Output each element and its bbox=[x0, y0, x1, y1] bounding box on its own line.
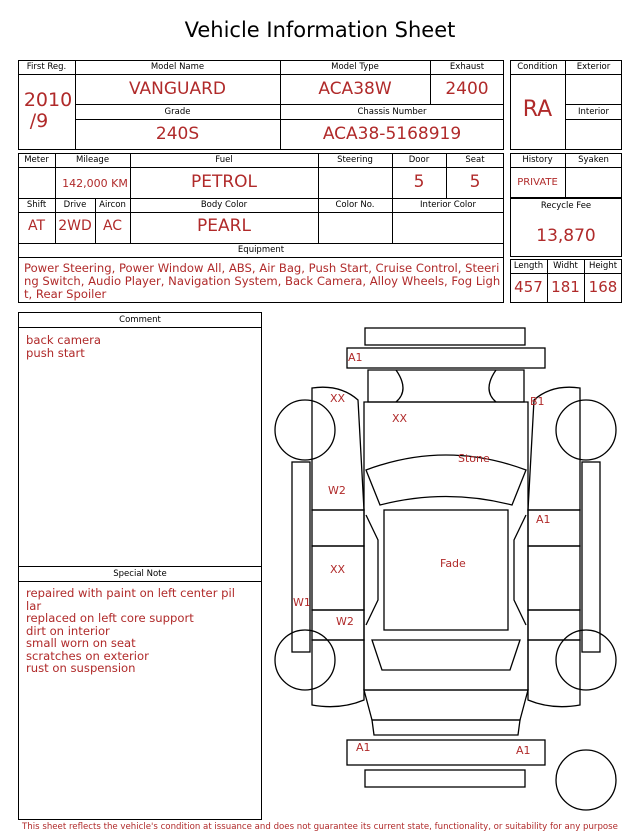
damage-mark: A1 bbox=[516, 744, 531, 757]
body-color-label: Body Color bbox=[200, 200, 248, 210]
body-color-value: PEARL bbox=[197, 216, 251, 236]
exterior-label: Exterior bbox=[576, 62, 611, 72]
special-note-item: lar bbox=[26, 598, 42, 613]
seat-label: Seat bbox=[465, 155, 485, 165]
damage-mark: B1 bbox=[530, 395, 545, 408]
disclaimer-footer: This sheet reflects the vehicle's condition at issuance and does not guarantee its current state, functionality, or suitability for any purpose bbox=[22, 822, 618, 832]
exhaust-value: 2400 bbox=[445, 79, 489, 99]
color-no-label: Color No. bbox=[335, 200, 375, 210]
damage-mark: W1 bbox=[293, 596, 311, 609]
width-label: Widht bbox=[553, 261, 578, 271]
meter-label: Meter bbox=[24, 155, 49, 165]
condition-value: RA bbox=[522, 97, 553, 122]
history-value: PRIVATE bbox=[517, 177, 558, 188]
sheet-title: Vehicle Information Sheet bbox=[184, 18, 456, 42]
shift-label: Shift bbox=[26, 200, 47, 210]
drive-value: 2WD bbox=[58, 218, 92, 234]
length-value: 457 bbox=[514, 278, 543, 296]
special-note-item: rust on suspension bbox=[26, 661, 136, 675]
model-name-label: Model Name bbox=[150, 62, 205, 72]
special-note-item: scratches on exterior bbox=[26, 648, 149, 663]
first-reg-year: 2010 bbox=[23, 89, 73, 111]
car-damage-diagram bbox=[270, 320, 626, 820]
comment-item: push start bbox=[26, 345, 85, 360]
model-type-value: ACA38W bbox=[318, 79, 392, 99]
door-value: 5 bbox=[413, 172, 425, 192]
special-note-item: repaired with paint on left center pil bbox=[26, 586, 235, 600]
equipment-value: Power Steering, Power Window All, ABS, Air Bag, Push Start, Cruise Control, Steering Switch, Audio Player, Navigation System, Back Camera, Alloy Wheels, Fog Light, Rear Spoiler bbox=[24, 261, 501, 301]
special-note-label: Special Note bbox=[113, 569, 167, 579]
damage-mark: W2 bbox=[328, 484, 346, 497]
first-reg-month: /9 bbox=[29, 110, 49, 132]
special-note-item: dirt on interior bbox=[26, 623, 110, 638]
interior-label: Interior bbox=[577, 107, 609, 117]
first-reg-label: First Reg. bbox=[26, 62, 67, 72]
condition-label: Condition bbox=[517, 62, 558, 72]
damage-mark: A1 bbox=[348, 351, 363, 364]
damage-mark: A1 bbox=[356, 741, 371, 754]
height-label: Height bbox=[588, 261, 618, 271]
model-type-label: Model Type bbox=[331, 62, 379, 72]
comment-list bbox=[26, 334, 101, 359]
damage-mark: Stone bbox=[458, 452, 490, 465]
damage-mark: XX bbox=[392, 412, 408, 425]
damage-mark: A1 bbox=[536, 513, 551, 526]
chassis-number-value: ACA38-5168919 bbox=[322, 124, 462, 144]
fuel-label: Fuel bbox=[215, 155, 233, 165]
width-value: 181 bbox=[551, 278, 580, 296]
recycle-fee-value: 13,870 bbox=[536, 226, 596, 246]
height-value: 168 bbox=[588, 278, 618, 296]
special-note-list bbox=[26, 587, 235, 675]
syaken-label: Syaken bbox=[578, 155, 609, 165]
damage-mark: XX bbox=[330, 563, 346, 576]
length-label: Length bbox=[513, 261, 544, 271]
comment-item: back camera bbox=[26, 333, 102, 347]
equipment-label: Equipment bbox=[237, 245, 285, 255]
damage-mark: Fade bbox=[440, 557, 466, 570]
model-name-value: VANGUARD bbox=[128, 79, 227, 99]
mileage-value: 142,000 KM bbox=[62, 177, 128, 190]
shift-value: AT bbox=[27, 218, 46, 234]
chassis-number-label: Chassis Number bbox=[357, 107, 427, 117]
door-label: Door bbox=[408, 155, 430, 165]
special-note-item: small worn on seat bbox=[26, 636, 136, 650]
comment-label: Comment bbox=[119, 315, 161, 325]
aircon-value: AC bbox=[102, 218, 123, 234]
steering-label: Steering bbox=[337, 155, 373, 165]
grade-label: Grade bbox=[164, 107, 191, 117]
interior-color-label: Interior Color bbox=[420, 200, 476, 210]
exhaust-label: Exhaust bbox=[449, 62, 485, 72]
damage-mark: XX bbox=[330, 392, 346, 405]
mileage-label: Mileage bbox=[75, 155, 110, 165]
drive-label: Drive bbox=[63, 200, 87, 210]
aircon-label: Aircon bbox=[99, 200, 126, 210]
grade-value: 240S bbox=[155, 124, 200, 144]
damage-mark: W2 bbox=[336, 615, 354, 628]
recycle-fee-label: Recycle Fee bbox=[540, 201, 592, 211]
history-label: History bbox=[522, 155, 553, 165]
special-note-item: replaced on left core support bbox=[26, 611, 194, 625]
fuel-value: PETROL bbox=[190, 172, 258, 192]
seat-value: 5 bbox=[469, 172, 481, 192]
